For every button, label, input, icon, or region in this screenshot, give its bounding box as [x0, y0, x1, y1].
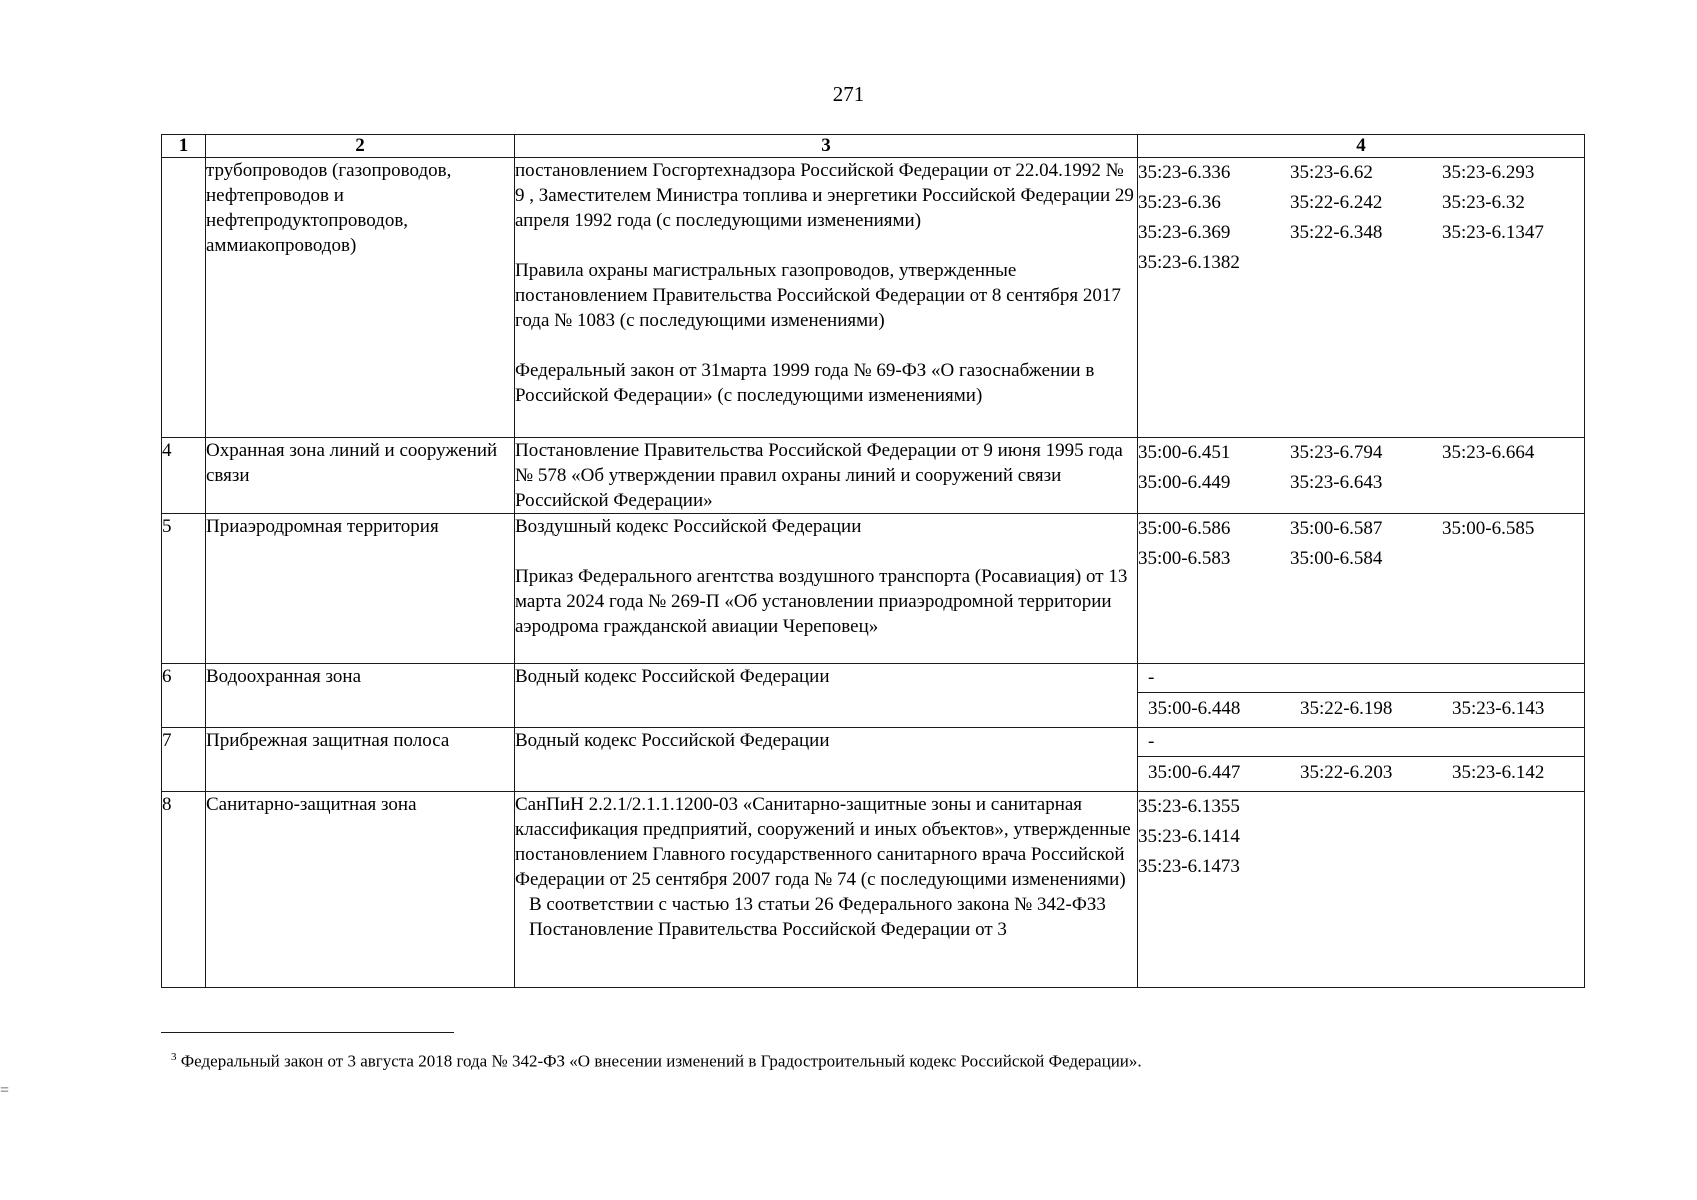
footnote-marker: 3: [171, 1051, 177, 1063]
registry-code: 35:23-6.32: [1442, 192, 1525, 213]
table-row: [162, 514, 1585, 664]
footnote: [171, 1046, 1142, 1073]
row-number: 4: [162, 438, 206, 514]
table-row: [162, 792, 1585, 988]
legal-doc: Федеральный закон от 31марта 1999 года № 69-ФЗ «О газоснабжении в Российской Федерации» (с последующими изменениями): [515, 360, 1095, 406]
registry-code: 35:00-6.583: [1138, 548, 1231, 569]
zone-name: Приаэродромная территория: [206, 514, 515, 664]
legal-doc: Водный кодекс Российской Федерации: [515, 666, 830, 687]
registry-code: 35:22-6.198: [1300, 698, 1393, 719]
legal-doc: СанПиН 2.2.1/2.1.1.1200-03 «Санитарно-защитные зоны и санитарная классификация предприятий, сооружений и иных объектов», утвержденные постановлением Главного государственного санитарного врача Российской Федерации от 25 сентября 2007 года № 74 (с последующими изменениями): [515, 794, 1131, 890]
legal-doc: Воздушный кодекс Российской Федерации: [515, 516, 862, 537]
registry-code: 35:00-6.449: [1138, 472, 1231, 493]
footnote-separator: [161, 1032, 454, 1033]
registry-code: 35:00-6.451: [1138, 442, 1231, 463]
legal-doc: Правила охраны магистральных газопроводов, утвержденные постановлением Правительства Российской Федерации от 8 сентября 2017 года № 1083 (с последующими изменениями): [515, 260, 1121, 331]
registry-codes: [1138, 158, 1585, 438]
registry-code-empty: -: [1138, 664, 1584, 693]
zone-name: Санитарно-защитная зона: [206, 792, 515, 988]
registry-code: 35:23-6.1355: [1138, 796, 1240, 817]
header-col-2: 2: [206, 135, 515, 158]
registry-code: 35:00-6.447: [1148, 762, 1241, 783]
row-number: [162, 158, 206, 438]
registry-code: 35:23-6.1414: [1138, 826, 1240, 847]
table-header-row: [162, 135, 1585, 158]
zone-name: Прибрежная защитная полоса: [206, 728, 515, 792]
registry-code: 35:23-6.62: [1290, 162, 1373, 183]
legal-basis: [515, 792, 1138, 988]
table-row: [162, 664, 1585, 728]
header-col-4: 4: [1138, 135, 1585, 158]
legal-doc: Постановление Правительства Российской Федерации от 3: [529, 919, 1007, 940]
registry-code: 35:23-6.1347: [1442, 222, 1544, 243]
registry-code: 35:00-6.585: [1442, 518, 1535, 539]
legal-doc: постановлением Госгортехнадзора Российской Федерации от 22.04.1992 № 9 , Заместителем Министра топлива и энергетики Российской Федерации 29 апреля 1992 года (с последующими изменениями): [515, 160, 1134, 231]
registry-codes: [1138, 438, 1585, 514]
registry-code: 35:22-6.242: [1290, 192, 1383, 213]
registry-code-empty: -: [1138, 728, 1584, 757]
zones-table: [161, 134, 1585, 988]
registry-code: 35:23-6.1473: [1138, 856, 1240, 877]
registry-code: 35:23-6.293: [1442, 162, 1535, 183]
legal-basis: [515, 728, 1138, 792]
registry-code: 35:22-6.348: [1290, 222, 1383, 243]
registry-code: 35:23-6.1382: [1138, 252, 1240, 273]
legal-basis: [515, 664, 1138, 728]
row-number: 7: [162, 728, 206, 792]
row-number: 8: [162, 792, 206, 988]
registry-code: 35:23-6.336: [1138, 162, 1231, 183]
registry-code: 35:23-6.142: [1452, 762, 1545, 783]
margin-mark: =: [0, 1082, 10, 1099]
registry-codes: [1138, 792, 1585, 988]
header-col-3: 3: [515, 135, 1138, 158]
table-row: [162, 728, 1585, 792]
registry-code: 35:00-6.448: [1148, 698, 1241, 719]
legal-doc: Постановление Правительства Российской Федерации от 9 июня 1995 года № 578 «Об утверждении правил охраны линий и сооружений связи Российской Федерации»: [515, 440, 1123, 511]
zone-name: трубопроводов (газопроводов, нефтепроводов и нефтепродуктопроводов, аммиакопроводов): [206, 158, 515, 438]
registry-code: 35:00-6.584: [1290, 548, 1383, 569]
legal-doc: Приказ Федерального агентства воздушного транспорта (Росавиация) от 13 марта 2024 года № 269-П «Об установлении приаэродромной территории аэродрома гражданской авиации Череповец»: [515, 566, 1128, 637]
legal-doc: Водный кодекс Российской Федерации: [515, 730, 830, 751]
registry-code: 35:23-6.794: [1290, 442, 1383, 463]
table-row: [162, 158, 1585, 438]
registry-code: 35:23-6.664: [1442, 442, 1535, 463]
table-row: [162, 438, 1585, 514]
row-number: 6: [162, 664, 206, 728]
legal-basis: [515, 438, 1138, 514]
registry-code: 35:23-6.36: [1138, 192, 1221, 213]
row-number: 5: [162, 514, 206, 664]
registry-code: 35:00-6.586: [1138, 518, 1231, 539]
zone-name: Водоохранная зона: [206, 664, 515, 728]
footnote-text: Федеральный закон от 3 августа 2018 года № 342-ФЗ «О внесении изменений в Градостроительный кодекс Российской Федерации».: [176, 1051, 1142, 1071]
registry-code: 35:23-6.143: [1452, 698, 1545, 719]
legal-doc: В соответствии с частью 13 статьи 26 Федерального закона № 342-ФЗ3: [529, 894, 1106, 915]
zone-name: Охранная зона линий и сооружений связи: [206, 438, 515, 514]
registry-codes: [1138, 664, 1585, 728]
registry-code: 35:00-6.587: [1290, 518, 1383, 539]
header-col-1: 1: [162, 135, 206, 158]
registry-code: 35:22-6.203: [1300, 762, 1393, 783]
registry-code: 35:23-6.369: [1138, 222, 1231, 243]
registry-code: 35:23-6.643: [1290, 472, 1383, 493]
legal-basis: [515, 514, 1138, 664]
page-number: 271: [832, 82, 865, 106]
legal-basis: [515, 158, 1138, 438]
registry-codes: [1138, 728, 1585, 792]
registry-codes: [1138, 514, 1585, 664]
